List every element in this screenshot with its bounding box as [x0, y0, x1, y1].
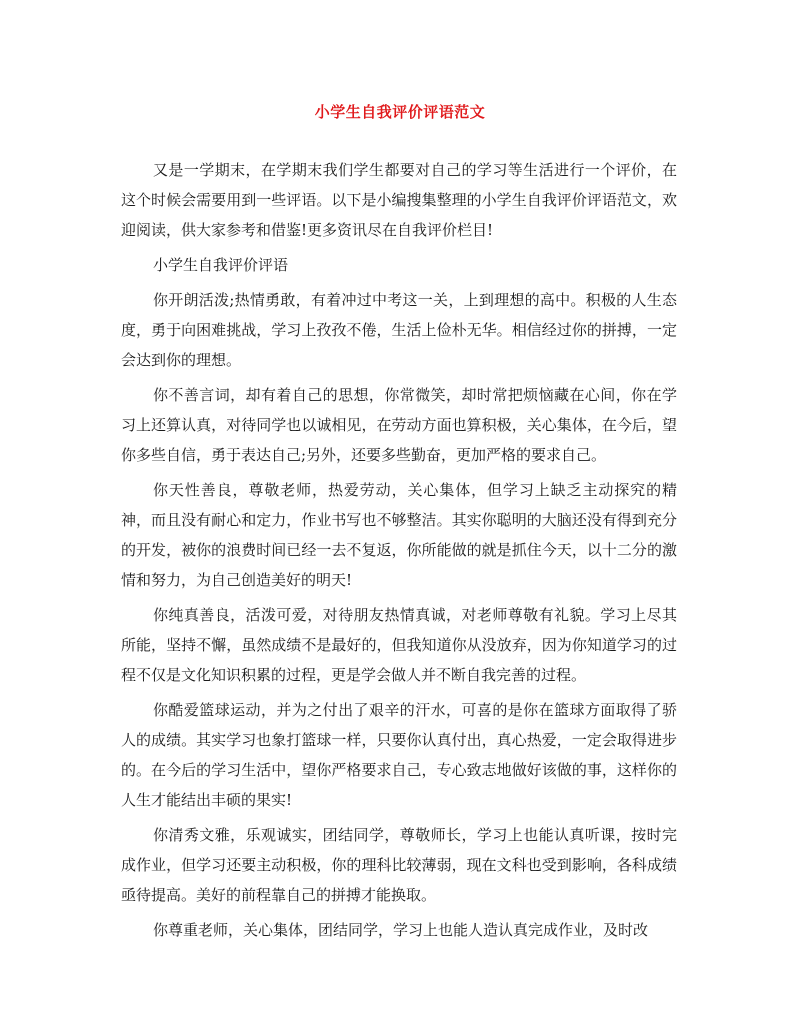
document-body	[121, 155, 677, 950]
comment-paragraph-2: 你不善言词，却有着自己的思想，你常微笑，却时常把烦恼藏在心间，你在学习上还算认真，对待同学也以诚相见，在劳动方面也算积极，关心集体，在今后，望你多些自信，勇于表达自己;另外，还要多些勤奋，更加严格的要求自己。	[121, 386, 677, 464]
comment-paragraph-1: 你开朗活泼;热情勇敢，有着冲过中考这一关，上到理想的高中。积极的人生态度，勇于向困难挑战，学习上孜孜不倦，生活上俭朴无华。相信经过你的拼搏，一定会达到你的理想。	[121, 291, 677, 369]
intro-paragraph: 又是一学期末，在学期末我们学生都要对自己的学习等生活进行一个评价，在这个时候会需要用到一些评语。以下是小编搜集整理的小学生自我评价评语范文，欢迎阅读，供大家参考和借鉴!更多资讯尽在自我评价栏目!	[121, 161, 677, 239]
section-subheading: 小学生自我评价评语	[153, 256, 289, 274]
comment-paragraph-6: 你清秀文雅，乐观诚实，团结同学，尊敬师长，学习上也能认真听课，按时完成作业，但学习还要主动积极，你的理科比较薄弱，现在文科也受到影响，各科成绩亟待提高。美好的前程靠自己的拼搏才能换取。	[121, 826, 677, 904]
comment-paragraph-7: 你尊重老师，关心集体，团结同学，学习上也能人造认真完成作业，及时改	[153, 921, 649, 939]
page-title: 小学生自我评价评语范文	[314, 103, 486, 121]
comment-paragraph-3: 你天性善良，尊敬老师，热爱劳动，关心集体，但学习上缺乏主动探究的精神，而且没有耐心和定力，作业书写也不够整洁。其实你聪明的大脑还没有得到充分的开发，被你的浪费时间已经一去不复返，你所能做的就是抓住今天，以十二分的激情和努力，为自己创造美好的明天!	[121, 481, 677, 589]
comment-paragraph-4: 你纯真善良，活泼可爱，对待朋友热情真诚，对老师尊敬有礼貌。学习上尽其所能，坚持不懈，虽然成绩不是最好的，但我知道你从没放弃，因为你知道学习的过程不仅是文化知识积累的过程，更是学会做人并不断自我完善的过程。	[121, 606, 677, 684]
comment-paragraph-5: 你酷爱篮球运动，并为之付出了艰辛的汗水，可喜的是你在篮球方面取得了骄人的成绩。其实学习也象打篮球一样，只要你认真付出，真心热爱，一定会取得进步的。在今后的学习生活中，望你严格要求自己，专心致志地做好该做的事，这样你的人生才能结出丰硕的果实!	[121, 701, 677, 809]
